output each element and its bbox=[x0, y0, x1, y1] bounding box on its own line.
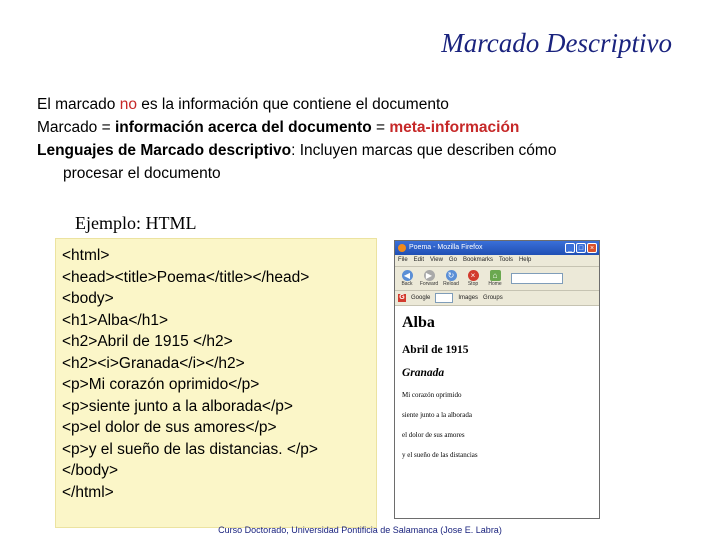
code-line: </html> bbox=[62, 483, 114, 501]
code-line: <body> bbox=[62, 290, 114, 307]
code-line: <html> bbox=[62, 247, 110, 264]
rendered-paragraph: y el sueño de las distancias bbox=[402, 451, 478, 459]
menu-bookmarks[interactable]: Bookmarks bbox=[462, 257, 493, 263]
reload-button[interactable] bbox=[442, 270, 460, 287]
line-1 bbox=[37, 93, 687, 116]
stop-label: Stop bbox=[467, 281, 479, 287]
line-2-b: información acerca del documento bbox=[114, 119, 372, 136]
google-images[interactable]: Images bbox=[458, 295, 479, 301]
line-2-a: Marcado = bbox=[37, 119, 115, 136]
minimize-icon[interactable]: _ bbox=[565, 243, 575, 253]
firefox-icon bbox=[398, 244, 406, 252]
close-icon[interactable]: × bbox=[587, 243, 597, 253]
menu-edit[interactable]: Edit bbox=[413, 257, 425, 263]
code-line: </body> bbox=[62, 462, 119, 479]
maximize-icon[interactable]: □ bbox=[576, 243, 586, 253]
rendered-paragraph: el dolor de sus amores bbox=[402, 431, 465, 439]
line-2-c: = bbox=[371, 119, 390, 136]
menu-tools[interactable]: Tools bbox=[498, 257, 513, 263]
menu-go[interactable]: Go bbox=[448, 257, 457, 263]
code-line: <p>y el sueño de las distancias. </p> bbox=[62, 440, 318, 458]
line-3-a: Lenguajes de Marcado descriptivo bbox=[37, 142, 292, 159]
forward-arrow-icon: ▶ bbox=[424, 270, 435, 281]
rendered-paragraph: Mi corazón oprimido bbox=[402, 391, 462, 399]
stop-icon: × bbox=[468, 270, 479, 281]
rendered-h2-date: Abril de 1915 bbox=[402, 344, 469, 356]
browser-page-content bbox=[395, 306, 599, 465]
back-arrow-icon: ◀ bbox=[402, 270, 413, 281]
reload-icon: ↻ bbox=[446, 270, 457, 281]
code-line: <h2>Abril de 1915 </h2> bbox=[62, 333, 233, 350]
rendered-h2-italic: Granada bbox=[402, 367, 445, 379]
line-3 bbox=[37, 139, 687, 162]
rendered-paragraph: siente junto a la alborada bbox=[402, 411, 472, 419]
code-line: <h1>Alba</h1> bbox=[62, 311, 169, 329]
code-line: <head><title>Poema</title></head> bbox=[62, 268, 310, 286]
forward-label: Forward bbox=[419, 281, 439, 287]
code-line: <h2><i>Granada</i></h2> bbox=[62, 354, 245, 372]
stop-button[interactable] bbox=[464, 270, 482, 287]
google-icon: G bbox=[399, 294, 405, 301]
menu-view[interactable]: View bbox=[430, 257, 443, 263]
back-label: Back bbox=[401, 281, 413, 287]
menu-help[interactable]: Help bbox=[518, 257, 532, 263]
slide-title: Marcado Descriptivo bbox=[441, 28, 672, 58]
rendered-h1: Alba bbox=[402, 314, 435, 331]
home-label: Home bbox=[488, 281, 502, 287]
code-line: <p>el dolor de sus amores</p> bbox=[62, 419, 277, 436]
line-1-a: El marcado bbox=[37, 96, 120, 113]
line-3-b: : Incluyen marcas que describen cómo bbox=[291, 142, 557, 159]
google-groups[interactable]: Groups bbox=[483, 295, 503, 301]
google-toolbar bbox=[395, 291, 599, 306]
url-bar[interactable] bbox=[511, 273, 563, 284]
example-label: Ejemplo: HTML bbox=[75, 213, 197, 233]
footer-credit: Curso Doctorado, Universidad Pontificia de Salamanca (Jose E. Labra) bbox=[218, 525, 502, 535]
intro-lines bbox=[37, 93, 687, 185]
line-2 bbox=[37, 116, 687, 139]
browser-window-title: Poema - Mozilla Firefox bbox=[409, 244, 483, 251]
browser-navbar bbox=[395, 267, 599, 291]
line-2-d: meta-información bbox=[389, 119, 520, 136]
browser-screenshot bbox=[394, 240, 600, 519]
code-line: <p>siente junto a la alborada</p> bbox=[62, 397, 293, 415]
menu-file[interactable]: File bbox=[398, 257, 408, 263]
google-search-input[interactable] bbox=[435, 293, 453, 303]
reload-label: Reload bbox=[443, 281, 459, 287]
browser-titlebar bbox=[395, 241, 599, 255]
line-4: procesar el documento bbox=[63, 165, 221, 182]
browser-menubar bbox=[395, 255, 599, 267]
back-button[interactable] bbox=[398, 270, 416, 287]
html-code-block bbox=[55, 238, 377, 528]
home-icon: ⌂ bbox=[490, 270, 501, 281]
line-1-no: no bbox=[119, 96, 137, 113]
code-line: <p>Mi corazón oprimido</p> bbox=[62, 376, 260, 393]
home-button[interactable] bbox=[486, 270, 504, 287]
line-1-c: es la información que contiene el documento bbox=[136, 96, 449, 113]
forward-button[interactable] bbox=[420, 270, 438, 287]
google-label[interactable]: Google bbox=[411, 295, 431, 301]
